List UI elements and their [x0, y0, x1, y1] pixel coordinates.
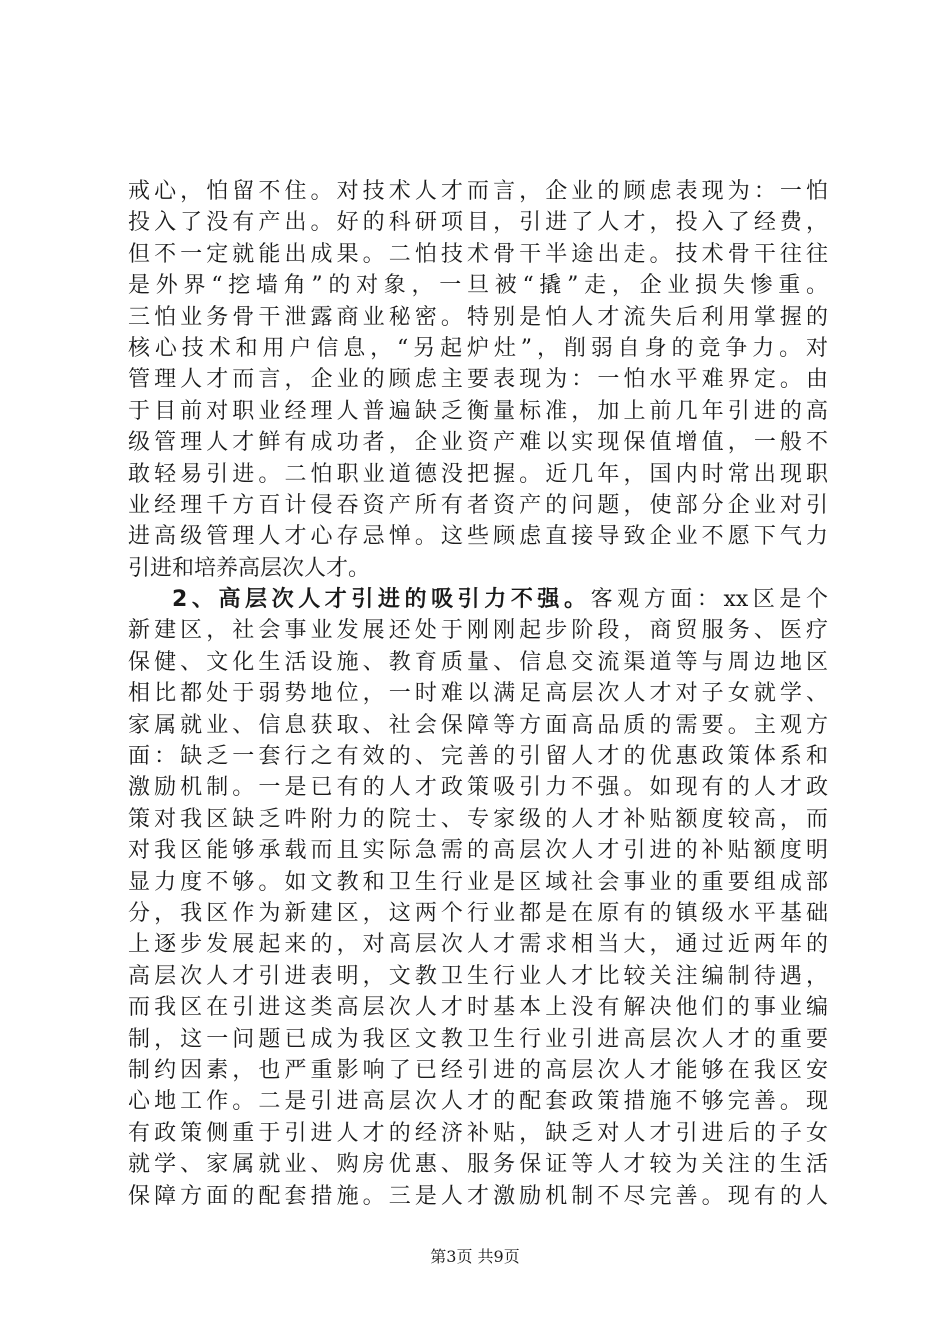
text-line: 引进和培养高层次人才。 — [128, 555, 371, 581]
text-line: 显力度不够。如文教和卫生行业是区域社会事业的重要组成部 — [128, 869, 828, 895]
text-line: 戒心，怕留不住。对技术人才而言，企业的顾虑表现为：一怕 — [128, 179, 828, 204]
text-line: 策对我区缺乏吽附力的院士、专家级的人才补贴额度较高，而 — [128, 806, 828, 832]
text-line: 激励机制。一是已有的人才政策吸引力不强。如现有的人才政 — [128, 775, 828, 801]
text-line: 进高级管理人才心存忌惮。这些顾虑直接导致企业不愿下气力 — [128, 524, 828, 550]
text-line: 管理人才而言，企业的顾虑主要表现为：一怕水平难界定。由 — [128, 367, 828, 393]
text-line: 三怕业务骨干泄露商业秘密。特别是怕人才流失后利用掌握的 — [128, 304, 828, 330]
page-footer — [0, 1244, 950, 1267]
text-line: 于目前对职业经理人普遍缺乏衡量标准，加上前几年引进的高 — [128, 398, 828, 424]
text-line: 但不一定就能出成果。二怕技术骨干半途出走。技术骨干往往 — [128, 241, 828, 267]
text-line: 制约因素，也严重影响了已经引进的高层次人才能够在我区安 — [128, 1057, 828, 1083]
text-line: 保障方面的配套措施。三是人才激励机制不尽完善。现有的人 — [128, 1183, 828, 1209]
text-run: 客观方面：xx区是个 — [590, 587, 828, 613]
text-line: 面：缺乏一套行之有效的、完善的引留人才的优惠政策体系和 — [128, 744, 828, 770]
section-heading-line — [128, 584, 828, 615]
text-line: 级管理人才鲜有成功者，企业资产难以实现保值增值，一般不 — [128, 430, 828, 456]
text-line: 对我区能够承载而且实际急需的高层次人才引进的补贴额度明 — [128, 838, 828, 864]
text-line: 心地工作。二是引进高层次人才的配套政策措施不够完善。现 — [128, 1089, 828, 1115]
text-line: 制，这一问题已成为我区文教卫生行业引进高层次人才的重要 — [128, 1026, 828, 1052]
text-line: 而我区在引进这类高层次人才时基本上没有解决他们的事业编 — [128, 995, 828, 1021]
text-line: 家属就业、信息获取、社会保障等方面高品质的需要。主观方 — [128, 712, 828, 738]
text-line: 投入了没有产出。好的科研项目，引进了人才，投入了经费， — [128, 210, 828, 236]
text-line: 核心技术和用户信息，“另起炉灶”，削弱自身的竞争力。对 — [128, 335, 828, 361]
text-line: 上逐步发展起来的，对高层次人才需求相当大，通过近两年的 — [128, 932, 828, 958]
text-line: 有政策侧重于引进人才的经济补贴，缺乏对人才引进后的子女 — [128, 1120, 828, 1146]
text-line: 是外界“挖墙角”的对象，一旦被“撬”走，企业损失惨重。 — [128, 273, 828, 299]
section-heading: 2、高层次人才引进的吸引力不强。 — [172, 587, 591, 613]
text-line: 业经理千方百计侵吞资产所有者资产的问题，使部分企业对引 — [128, 492, 828, 518]
text-line: 敢轻易引进。二怕职业道德没把握。近几年，国内时常出现职 — [128, 461, 828, 487]
text-line: 分，我区作为新建区，这两个行业都是在原有的镇级水平基础 — [128, 900, 828, 926]
body-text — [128, 176, 828, 1212]
text-line: 高层次人才引进表明，文教卫生行业人才比较关注编制待遇， — [128, 963, 828, 989]
text-line: 就学、家属就业、购房优惠、服务保证等人才较为关注的生活 — [128, 1152, 828, 1178]
page-number: 第3页 共9页 — [430, 1247, 520, 1266]
text-line: 新建区，社会事业发展还处于刚刚起步阶段，商贸服务、医疗 — [128, 618, 828, 644]
text-line: 相比都处于弱势地位，一时难以满足高层次人才对子女就学、 — [128, 681, 828, 707]
text-line: 保健、文化生活设施、教育质量、信息交流渠道等与周边地区 — [128, 649, 828, 675]
